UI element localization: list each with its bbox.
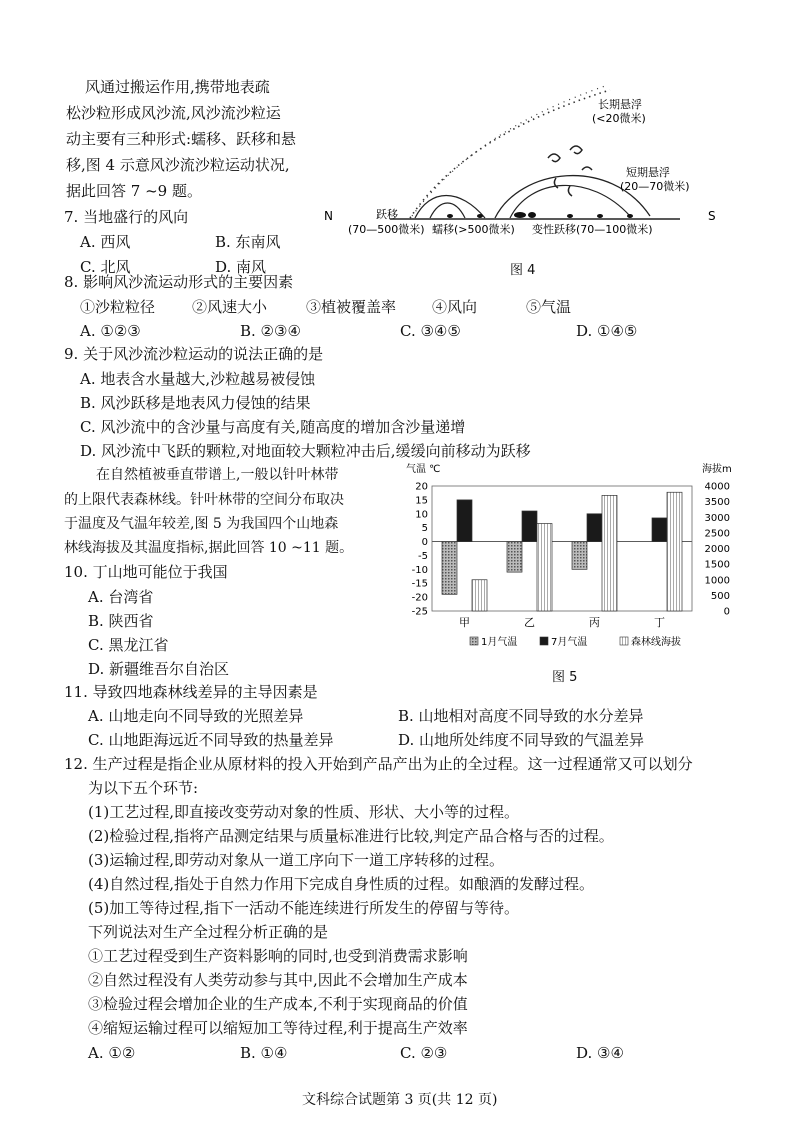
q12-item: (5)加工等待过程,指下一活动不能连续进行所发生的停留与等待。 (88, 899, 520, 917)
q12-item: (2)检验过程,指将产品测定结果与质量标准进行比较,判定产品合格与否的过程。 (88, 827, 614, 845)
y-left-tick-label: 5 (421, 523, 428, 535)
q7-option-d: D. 南风 (215, 258, 267, 276)
y-right-tick-label: 3000 (704, 512, 730, 524)
intro1-line: 动主要有三种形式:蠕移、跃移和悬 (66, 130, 297, 148)
q10-option-b: B. 陕西省 (88, 612, 154, 630)
label-short-suspension-size: (20—70微米) (620, 180, 690, 193)
label-S: S (708, 209, 716, 223)
figure-4-diagram (320, 78, 720, 248)
q12-statement: ①工艺过程受到生产资料影响的同时,也受到消费需求影响 (88, 947, 468, 965)
bar-jan-temp (572, 542, 587, 570)
q12-stem-cont: 为以下五个环节: (88, 779, 199, 797)
legend-swatch (470, 637, 478, 645)
q8-option-d: D. ①④⑤ (576, 322, 638, 340)
y-left-tick-label: 20 (415, 481, 428, 493)
legend-label: 森林线海拔 (631, 637, 681, 648)
q10-option-d: D. 新疆维吾尔自治区 (88, 660, 230, 678)
y-right-tick-label: 3500 (704, 497, 730, 509)
intro2-line: 的上限代表森林线。针叶林带的空间分布取决 (64, 492, 344, 508)
y-left-tick-label: -25 (411, 606, 428, 618)
label-jump-size: (70—500微米) (348, 223, 425, 236)
y-right-tick-label: 1500 (704, 559, 730, 571)
bar-jul-temp (522, 511, 537, 542)
q11-stem: 11. 导致四地森林线差异的主导因素是 (64, 683, 318, 701)
y-right-tick-label: 1000 (704, 575, 730, 587)
y-right-tick-label: 500 (710, 590, 730, 602)
q8-option-a: A. ①②③ (80, 322, 141, 340)
q12-item: (4)自然过程,指处于自然力作用下完成自身性质的过程。如酿酒的发酵过程。 (88, 875, 595, 893)
q12-option-d: D. ③④ (576, 1044, 624, 1062)
bar-jan-temp (442, 542, 457, 595)
short-suspension-arc (510, 185, 630, 218)
q9-option-b: B. 风沙跃移是地表风力侵蚀的结果 (80, 394, 311, 412)
y-left-tick-label: -20 (411, 592, 428, 604)
q9-option-d: D. 风沙流中飞跃的颗粒,对地面较大颗粒冲击后,缓缓向前移动为跃移 (80, 442, 531, 460)
q12-option-b: B. ①④ (240, 1044, 288, 1062)
q9-option-c: C. 风沙流中的含沙量与高度有关,随高度的增加含沙量递增 (80, 418, 466, 436)
page-footer: 文科综合试题第 3 页(共 12 页) (302, 1092, 498, 1108)
intro2-line: 于温度及气温年较差,图 5 为我国四个山地森 (64, 516, 339, 532)
label-short-suspension: 短期悬浮 (626, 166, 670, 179)
q12-stem: 12. 生产过程是指企业从原材料的投入开始到产品产出为止的全过程。这一过程通常又可以划分 (64, 755, 693, 773)
label-N: N (324, 209, 333, 223)
x-tick-label: 甲 (459, 616, 470, 629)
bar-jan-temp (507, 542, 522, 573)
q8-option-b: B. ②③④ (240, 322, 301, 340)
q7-option-a: A. 西风 (80, 233, 131, 251)
y-right-axis-label: 海拔m (702, 464, 732, 475)
q12-item: (1)工艺过程,即直接改变劳动对象的性质、形状、大小等的过程。 (88, 803, 520, 821)
label-jump: 跃移 (376, 208, 398, 221)
q12-option-a: A. ①② (88, 1044, 136, 1062)
y-left-tick-label: -5 (418, 550, 428, 562)
q8-factor: ④风向 (432, 298, 478, 316)
label-long-suspension-size: (<20微米) (592, 112, 646, 125)
q8-factor: ②风速大小 (192, 298, 268, 316)
q10-option-c: C. 黑龙江省 (88, 636, 169, 654)
y-left-tick-label: 10 (415, 509, 428, 521)
y-right-tick-label: 2500 (704, 528, 730, 540)
q7-option-b: B. 东南风 (215, 233, 281, 251)
intro2-line: 林线海拔及其温度指标,据此回答 10 ~11 题。 (64, 540, 354, 556)
bar-jul-temp (457, 500, 472, 542)
y-left-tick-label: 0 (421, 537, 428, 549)
q12-ask: 下列说法对生产全过程分析正确的是 (88, 923, 329, 941)
y-right-tick-label: 2000 (704, 544, 730, 555)
bar-jul-temp (587, 514, 602, 542)
x-tick-label: 乙 (524, 616, 535, 629)
bar-altitude (472, 580, 487, 611)
q8-factor: ⑤气温 (526, 298, 572, 316)
surface-grains (447, 212, 633, 218)
label-creep: 蠕移(>500微米) (432, 223, 515, 236)
q9-option-a: A. 地表含水量越大,沙粒越易被侵蚀 (80, 370, 316, 388)
q8-stem: 8. 影响风沙流运动形式的主要因素 (64, 273, 294, 291)
y-left-tick-label: -10 (411, 564, 428, 576)
intro2-line: 在自然植被垂直带谱上,一般以针叶林带 (96, 467, 339, 483)
bar-altitude (537, 524, 552, 612)
q12-option-c: C. ②③ (400, 1044, 448, 1062)
q11-option-a: A. 山地走向不同导致的光照差异 (88, 707, 304, 725)
q12-item: (3)运输过程,即劳动对象从一道工序向下一道工序转移的过程。 (88, 851, 505, 869)
intro1-line: 移,图 4 示意风沙流沙粒运动状况, (66, 156, 290, 174)
legend-label: 7月气温 (551, 637, 588, 648)
q9-stem: 9. 关于风沙流沙粒运动的说法正确的是 (64, 345, 324, 363)
q12-statement: ④缩短运输过程可以缩短加工等待过程,利于提高生产效率 (88, 1019, 468, 1037)
legend-label: 1月气温 (481, 637, 518, 648)
x-tick-label: 丙 (589, 616, 600, 629)
y-left-tick-label: -15 (411, 578, 428, 590)
q10-stem: 10. 丁山地可能位于我国 (64, 563, 228, 581)
figure-5-chart (400, 458, 740, 658)
q8-factor: ①沙粒粒径 (80, 298, 156, 316)
figure-4-caption: 图 4 (510, 263, 536, 278)
legend-swatch (620, 637, 628, 645)
label-var: 变性跃移(70—100微米) (532, 223, 653, 236)
q7-stem: 7. 当地盛行的风向 (64, 208, 189, 226)
intro1-line: 松沙粒形成风沙流,风沙流沙粒运 (66, 104, 281, 122)
y-right-tick-label: 0 (723, 606, 730, 618)
q11-option-c: C. 山地距海远近不同导致的热量差异 (88, 731, 334, 749)
y-left-tick-label: 15 (415, 495, 428, 507)
q12-statement: ③检验过程会增加企业的生产成本,不利于实现商品的价值 (88, 995, 468, 1013)
q11-option-b: B. 山地相对高度不同导致的水分差异 (398, 707, 644, 725)
q11-option-d: D. 山地所处纬度不同导致的气温差异 (398, 731, 645, 749)
bar-altitude (602, 495, 617, 611)
q8-option-c: C. ③④⑤ (400, 322, 461, 340)
q7-option-c: C. 北风 (80, 258, 131, 276)
q10-option-a: A. 台湾省 (88, 588, 154, 606)
intro1-line: 风通过搬运作用,携带地表疏 (85, 78, 270, 96)
bar-jul-temp (652, 518, 667, 542)
y-right-tick-label: 4000 (704, 481, 730, 493)
label-long-suspension: 长期悬浮 (598, 98, 642, 111)
intro1-line: 据此回答 7 ~9 题。 (66, 182, 202, 200)
q8-factor: ③植被覆盖率 (306, 298, 397, 316)
x-tick-label: 丁 (654, 616, 665, 629)
y-left-axis-label: 气温 ℃ (406, 464, 441, 475)
legend-swatch (540, 637, 548, 645)
figure-5-caption: 图 5 (552, 670, 578, 685)
bar-altitude (667, 492, 682, 611)
q12-statement: ②自然过程没有人类劳动参与其中,因此不会增加生产成本 (88, 971, 468, 989)
